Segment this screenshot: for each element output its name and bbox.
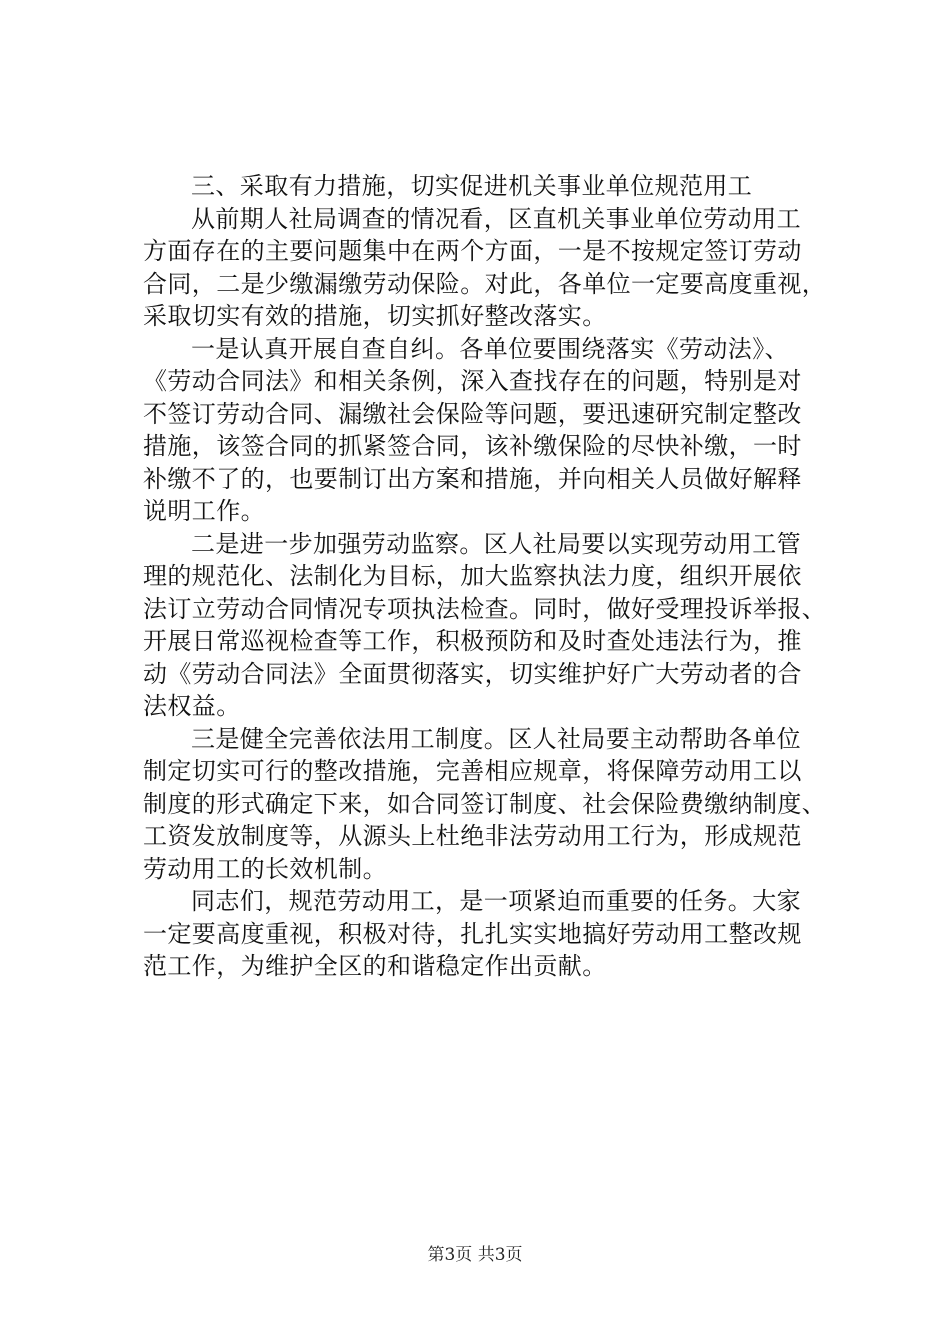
text-line: 动《劳动合同法》全面贯彻落实，切实维护好广大劳动者的合 (143, 659, 802, 688)
text-line: 同志们，规范劳动用工，是一项紧迫而重要的任务。大家 (191, 887, 801, 915)
text-line: 开展日常巡视检查等工作，积极预防和及时查处违法行为，推 (143, 627, 802, 655)
text-line: 劳动用工的长效机制。 (143, 854, 387, 883)
text-line: 《劳动合同法》和相关条例，深入查找存在的问题，特别是对 (143, 367, 802, 395)
text-line: 采取切实有效的措施，切实抓好整改落实。 (143, 302, 607, 330)
text-line: 范工作，为维护全区的和谐稳定作出贡献。 (143, 952, 607, 980)
text-line: 补缴不了的，也要制订出方案和措施，并向相关人员做好解释 (143, 464, 802, 493)
text-line: 措施，该签合同的抓紧签合同，该补缴保险的尽快补缴，一时 (143, 432, 802, 460)
text-line: 三是健全完善依法用工制度。区人社局要主动帮助各单位 (191, 724, 801, 753)
text-line: 工资发放制度等，从源头上杜绝非法劳动用工行为，形成规范 (143, 822, 802, 850)
text-line: 合同，二是少缴漏缴劳动保险。对此，各单位一定要高度重视， (143, 269, 827, 298)
text-line: 法订立劳动合同情况专项执法检查。同时，做好受理投诉举报、 (143, 594, 827, 623)
text-line: 二是进一步加强劳动监察。区人社局要以实现劳动用工管 (191, 529, 801, 558)
page-footer: 第3页 共3页 (427, 1245, 523, 1265)
text-line: 一是认真开展自查自纠。各单位要围绕落实《劳动法》、 (191, 334, 789, 363)
text-line: 一定要高度重视，积极对待，扎扎实实地搞好劳动用工整改规 (143, 919, 802, 948)
text-line: 制度的形式确定下来，如合同签订制度、社会保险费缴纳制度、 (143, 789, 827, 818)
text-line: 法权益。 (143, 692, 241, 720)
text-line: 理的规范化、法制化为目标，加大监察执法力度，组织开展依 (143, 562, 802, 590)
text-line: 方面存在的主要问题集中在两个方面，一是不按规定签订劳动 (143, 237, 802, 265)
text-line: 制定切实可行的整改措施，完善相应规章，将保障劳动用工以 (143, 757, 802, 785)
text-line: 说明工作。 (143, 497, 265, 525)
text-line: 三、采取有力措施，切实促进机关事业单位规范用工 (191, 172, 753, 200)
document-body (143, 170, 827, 983)
text-line: 从前期人社局调查的情况看，区直机关事业单位劳动用工 (191, 204, 801, 233)
text-line: 不签订劳动合同、漏缴社会保险等问题，要迅速研究制定整改 (143, 399, 802, 428)
